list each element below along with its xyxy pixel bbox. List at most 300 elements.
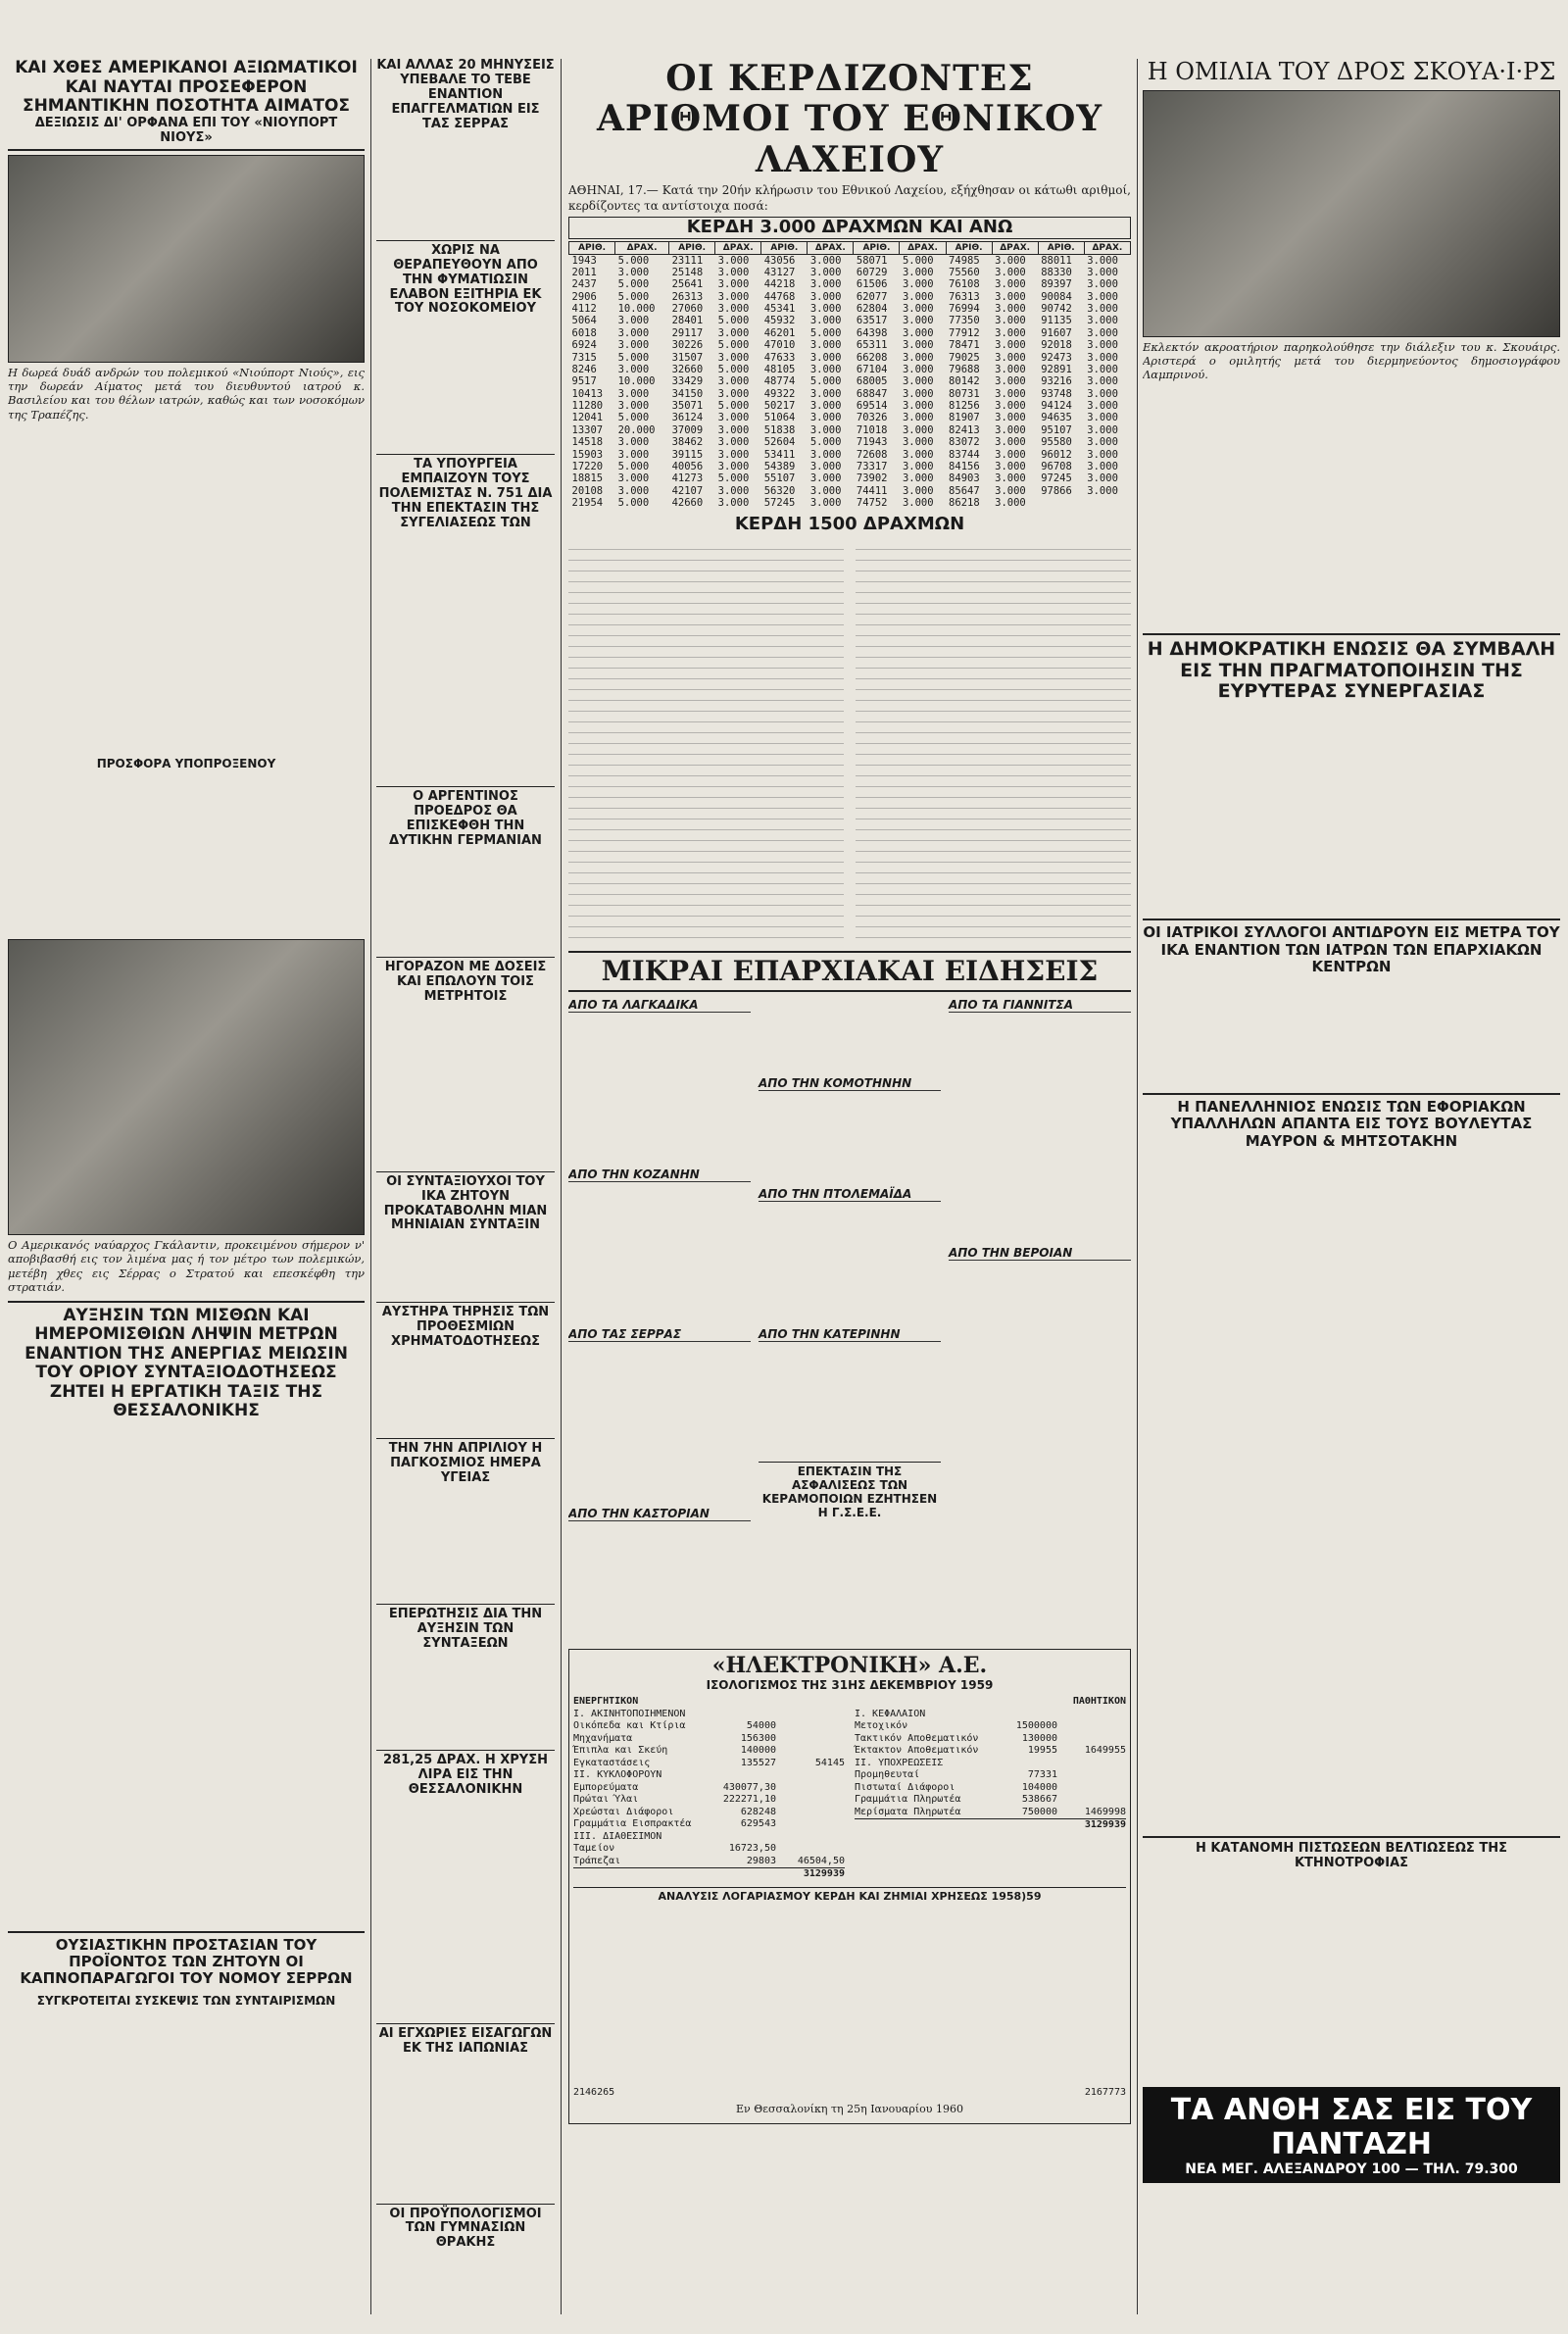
tobacco-headline: ΟΥΣΙΑΣΤΙΚΗΝ ΠΡΟΣΤΑΣΙΑΝ ΤΟΥ ΠΡΟΪΟΝΤΟΣ ΤΩΝ ΖΗΤΟΥΝ ΟΙ ΚΑΠΝΟΠΑΡΑΓΩΓΟΙ ΤΟΥ ΝΟΜΟΥ ΣΕΡΡΩΝ [8, 1931, 365, 1988]
table-cell: 3.000 [809, 254, 842, 267]
table-cell: 55107 [763, 472, 796, 485]
table-cell: 3.000 [617, 387, 650, 400]
balance-amount: 130000 [1021, 1732, 1057, 1744]
balance-amount [1057, 1733, 1126, 1746]
column-header: ΑΡΙΘ. [669, 241, 715, 254]
table-cell: 69514 [856, 400, 888, 413]
provincial-subhead: ΑΠΟ ΤΗΝ ΚΟΖΑΝΗΝ [568, 1167, 751, 1182]
article-body [1143, 388, 1560, 633]
table-cell: 3.000 [902, 497, 934, 510]
table-cell: 3.000 [617, 363, 650, 375]
balance-item: Γραμμάτια Πληρωτέα [855, 1794, 961, 1806]
table-cell: 3.000 [1087, 266, 1118, 278]
table-cell: 41273 [671, 472, 704, 485]
table-cell: 3.000 [809, 412, 842, 424]
article-body [376, 849, 555, 957]
column-header: ΑΡΙΘ. [854, 241, 900, 254]
table-cell: 3.000 [809, 472, 842, 485]
balance-row [855, 1807, 1126, 1819]
wages-headline: ΑΥΞΗΣΙΝ ΤΩΝ ΜΙΣΘΩΝ ΚΑΙ ΗΜΕΡΟΜΙΣΘΙΩΝ ΛΗΨΙΝ ΜΕΤΡΩΝ ΕΝΑΝΤΙΟΝ ΤΗΣ ΑΝΕΡΓΙΑΣ ΜΕΙΩΣΙΝ ΤΟΥ ΟΡΙΟΥ ΣΥΝΤΑΞΙΟΔΟΤΗΣΕΩΣ ΖΗΤΕΙ Η ΕΡΓΑΤΙΚΗ ΤΑΞΙΣ ΤΗΣ ΘΕΣΣΑΛΟΝΙΚΗΣ [8, 1301, 365, 1421]
table-cell: 3.000 [902, 303, 934, 316]
balance-amount: 1469998 [1084, 1806, 1126, 1817]
table-cell [1038, 497, 1084, 509]
table-cell: 3.000 [995, 412, 1026, 424]
balance-row [573, 1769, 845, 1782]
table-cell: 3.000 [995, 290, 1026, 303]
table-cell: 6924 [571, 339, 597, 352]
table-cell: 35071 [671, 400, 704, 413]
pl-title: ΑΝΑΛΥΣΙΣ ΛΟΓΑΡΙΑΣΜΟΥ ΚΕΡΔΗ ΚΑΙ ΖΗΜΙΑΙ ΧΡΗΣΕΩΣ 1958)59 [573, 1887, 1126, 1904]
table-cell: 3.000 [902, 363, 934, 375]
table-cell: 3.000 [995, 387, 1026, 400]
table-cell: 95580 [1041, 436, 1072, 449]
article-body [568, 1344, 751, 1501]
table-cell: 78471 [949, 339, 980, 352]
table-cell: 3.000 [995, 303, 1026, 316]
table-cell: 34150 [671, 387, 704, 400]
table-cell: 86218 [949, 497, 980, 510]
table-cell: 3.000 [617, 400, 650, 413]
table-cell: 3.000 [995, 436, 1026, 449]
table-cell: 3.000 [1087, 303, 1118, 316]
balance-amount [989, 1758, 1057, 1770]
lottery-table [568, 241, 1131, 510]
table-row [569, 461, 1131, 472]
table-cell: 3.000 [902, 266, 934, 278]
balance-amount: 629543 [740, 1818, 776, 1830]
balance-sheet [568, 1649, 1131, 2123]
table-cell: 3.000 [1087, 315, 1118, 327]
table-cell: 77912 [949, 326, 980, 339]
pl-section [573, 1904, 1126, 2100]
table-cell: 21954 [571, 497, 604, 510]
lecture-photo [1143, 90, 1560, 337]
balance-item: Γραμμάτια Εισπρακτέα [573, 1818, 692, 1830]
table-row [569, 472, 1131, 484]
lottery-1500-numbers [568, 539, 1131, 941]
balance-amount: 222271,10 [722, 1794, 776, 1806]
balance-item: Ι. ΑΚΙΝΗΤΟΠΟΙΗΜΕΝΟΝ [573, 1708, 686, 1719]
table-cell: 3.000 [902, 387, 934, 400]
table-cell: 3.000 [617, 266, 650, 278]
balance-row [855, 1794, 1126, 1807]
tb-headline: ΧΩΡΙΣ ΝΑ ΘΕΡΑΠΕΥΘΟΥΝ ΑΠΟ ΤΗΝ ΦΥΜΑΤΙΩΣΙΝ ΕΛΑΒΟΝ ΕΞΙΤΗΡΙΑ ΕΚ ΤΟΥ ΝΟΣΟΚΟΜΕΙΟΥ [376, 240, 555, 318]
balance-row [573, 1733, 845, 1746]
balance-item: ΙΙ. ΥΠΟΧΡΕΩΣΕΙΣ [855, 1757, 944, 1768]
table-cell: 17220 [571, 460, 604, 472]
ika-pensioners-headline: ΟΙ ΣΥΝΤΑΞΙΟΥΧΟΙ ΤΟΥ ΙΚΑ ΖΗΤΟΥΝ ΠΡΟΚΑΤΑΒΟΛΗΝ ΜΙΑΝ ΜΗΝΙΑΙΑΝ ΣΥΝΤΑΞΙΝ [376, 1171, 555, 1234]
table-cell: 7315 [571, 351, 597, 364]
left-headline: ΚΑΙ ΧΘΕΣ ΑΜΕΡΙΚΑΝΟΙ ΑΞΙΩΜΑΤΙΚΟΙ ΚΑΙ ΝΑΥΤΑΙ ΠΡΟΣΕΦΕΡΟΝ ΣΗΜΑΝΤΙΚΗΝ ΠΟΣΟΤΗΤΑ ΑΙΜΑΤΟΣ [15, 59, 358, 117]
balance-item: Προμηθευταί [855, 1769, 920, 1781]
table-cell: 5.000 [717, 363, 750, 375]
table-cell: 5.000 [617, 412, 650, 424]
table-cell: 3.000 [717, 460, 750, 472]
democratic-union-headline: Η ΔΗΜΟΚΡΑΤΙΚΗ ΕΝΩΣΙΣ ΘΑ ΣΥΜΒΑΛΗ ΕΙΣ ΤΗΝ ΠΡΑΓΜΑΤΟΠΟΙΗΣΙΝ ΤΗΣ ΕΥΡΥΤΕΡΑΣ ΣΥΝΕΡΓΑΣΙΑΣ [1143, 633, 1560, 704]
balance-item: Τακτικόν Αποθεματικόν [855, 1732, 979, 1744]
column-header: ΔΡΑΧ. [615, 241, 669, 254]
balance-item: Τράπεζαι [573, 1855, 621, 1866]
table-cell: 3.000 [717, 423, 750, 436]
article-body [376, 1005, 555, 1171]
column-header: ΔΡΑΧ. [715, 241, 761, 254]
table-cell: 14518 [571, 436, 604, 449]
table-cell: 83744 [949, 448, 980, 461]
table-cell: 3.000 [1087, 423, 1118, 436]
table-cell: 73317 [856, 460, 888, 472]
table-cell: 66208 [856, 351, 888, 364]
table-cell: 3.000 [902, 315, 934, 327]
assets-side [573, 1696, 845, 1881]
table-cell: 3.000 [1087, 375, 1118, 388]
table-cell: 88330 [1041, 266, 1072, 278]
column-rule [561, 59, 562, 2314]
table-row [569, 303, 1131, 315]
table-cell: 3.000 [809, 303, 842, 316]
balance-item: Χρεώσται Διάφοροι [573, 1806, 674, 1817]
table-cell: 89397 [1041, 278, 1072, 291]
article-body [759, 1093, 941, 1181]
balance-row [855, 1782, 1126, 1795]
table-cell: 76994 [949, 303, 980, 316]
table-cell: 73902 [856, 472, 888, 485]
table-cell: 53411 [763, 448, 796, 461]
table-cell: 3.000 [617, 315, 650, 327]
table-cell: 84903 [949, 472, 980, 485]
balance-row [573, 1758, 845, 1770]
pl-total: 2146265 [573, 2087, 615, 2099]
balance-amount [1057, 1720, 1126, 1733]
table-cell: 80731 [949, 387, 980, 400]
table-cell: 3.000 [809, 339, 842, 352]
table-cell: 91135 [1041, 315, 1072, 327]
table-cell: 3.000 [902, 400, 934, 413]
liabilities-side [855, 1696, 1126, 1881]
column-header: ΑΡΙΘ. [569, 241, 615, 254]
photo-caption: Εκλεκτόν ακροατήριον παρηκολούθησε την διάλεξιν του κ. Σκουάιρς. Αριστερά ο ομιλητής μετά του διερμηνεύοντος δημοσιογράφου Λαμπρινού. [1143, 339, 1560, 382]
table-cell: 3.000 [902, 472, 934, 485]
table-cell: 3.000 [809, 278, 842, 291]
table-cell: 26313 [671, 290, 704, 303]
balance-item: ΙΙ. ΚΥΚΛΟΦΟΡΟΥΝ [573, 1769, 662, 1781]
column-header: ΔΡΑΧ. [992, 241, 1038, 254]
table-cell: 38462 [671, 436, 704, 449]
table-cell: 58071 [856, 254, 888, 267]
article-body [568, 1523, 751, 1641]
table-cell: 3.000 [809, 351, 842, 364]
article-body [376, 1798, 555, 2023]
balance-amount [708, 1709, 776, 1721]
table-cell: 12041 [571, 412, 604, 424]
balance-item: Εμπορεύματα [573, 1781, 639, 1793]
table-cell: 3.000 [617, 436, 650, 449]
table-cell: 71018 [856, 423, 888, 436]
table-row [569, 375, 1131, 387]
table-cell: 42107 [671, 484, 704, 497]
article-body [1143, 975, 1560, 1093]
table-cell: 20.000 [617, 423, 656, 436]
balance-item: Έκτακτον Αποθεματικόν [855, 1745, 979, 1757]
table-cell: 3.000 [902, 351, 934, 364]
balance-amount [776, 1807, 845, 1819]
table-cell: 10.000 [617, 375, 656, 388]
provincial-subhead: ΑΠΟ ΤΗΝ ΚΟΜΟΤΗΝΗΝ [759, 1076, 941, 1091]
ceramics-headline: ΕΠΕΚΤΑΣΙΝ ΤΗΣ ΑΣΦΑΛΙΣΕΩΣ ΤΩΝ ΚΕΡΑΜΟΠΟΙΩΝ ΕΖΗΤΗΣΕΝ Η Γ.Σ.Ε.Ε. [759, 1462, 941, 1519]
table-row [569, 424, 1131, 436]
table-cell: 3.000 [1087, 400, 1118, 413]
table-cell: 3.000 [995, 363, 1026, 375]
balance-amount [1057, 1709, 1126, 1721]
table-cell: 71943 [856, 436, 888, 449]
balance-item: Οικόπεδα και Κτίρια [573, 1720, 686, 1732]
table-cell: 3.000 [995, 254, 1026, 267]
left-column [8, 59, 365, 2010]
provincial-col [759, 992, 941, 1641]
tax-officials-headline: Η ΠΑΝΕΛΛΗΝΙΟΣ ΕΝΩΣΙΣ ΤΩΝ ΕΦΟΡΙΑΚΩΝ ΥΠΑΛΛΗΛΩΝ ΑΠΑΝΤΑ ΕΙΣ ΤΟΥΣ ΒΟΥΛΕΥΤΑΣ ΜΑΥΡΟΝ & ΜΗΤΣΟΤΑΚΗΝ [1143, 1093, 1560, 1150]
table-cell: 50217 [763, 400, 796, 413]
table-cell: 28401 [671, 315, 704, 327]
balance-amount [776, 1745, 845, 1758]
balance-row [855, 1720, 1126, 1733]
table-cell: 3.000 [809, 290, 842, 303]
table-cell: 36124 [671, 412, 704, 424]
table-cell: 3.000 [902, 448, 934, 461]
table-cell: 95107 [1041, 423, 1072, 436]
table-cell: 5.000 [809, 326, 842, 339]
table-cell: 3.000 [995, 315, 1026, 327]
provincial-subhead: ΑΠΟ ΤΗΝ ΚΑΤΕΡΙΝΗΝ [759, 1327, 941, 1342]
photo-caption: Η δωρεά δυάδ ανδρών του πολεμικού «Νιούπορτ Νιούς», εις την δωρεάν Αίματος μετά του διευθυντού ιατρού κ. Βασιλείου και του θέλων ιατρών, καθώς και των νοσοκόμων της Τραπέζης. [8, 365, 365, 422]
table-cell: 3.000 [902, 436, 934, 449]
liabilities-total: 3129939 [1084, 1819, 1126, 1831]
balance-amount: 156300 [740, 1732, 776, 1744]
table-cell: 2011 [571, 266, 597, 278]
table-cell: 3.000 [995, 278, 1026, 291]
table-cell: 40056 [671, 460, 704, 472]
table-cell: 3.000 [995, 460, 1026, 472]
balance-amount: 54000 [746, 1720, 776, 1732]
table-cell: 3.000 [717, 448, 750, 461]
article-body [759, 1344, 941, 1462]
table-cell: 81907 [949, 412, 980, 424]
provincial-banner: ΜΙΚΡΑΙ ΕΠΑΡΧΙΑΚΑΙ ΕΙΔΗΣΕΙΣ [568, 951, 1131, 992]
balance-item: Μηχανήματα [573, 1732, 633, 1744]
provincial-subhead: ΑΠΟ ΤΑΣ ΣΕΡΡΑΣ [568, 1327, 751, 1342]
balance-amount [1057, 1769, 1126, 1782]
table-cell: 3.000 [902, 375, 934, 388]
article-body [568, 1184, 751, 1321]
table-cell: 3.000 [617, 448, 650, 461]
balance-row [573, 1782, 845, 1795]
balance-item: Ταμείον [573, 1843, 615, 1855]
table-cell: 94635 [1041, 412, 1072, 424]
table-cell: 10.000 [617, 303, 656, 316]
table-cell: 96012 [1041, 448, 1072, 461]
table-cell: 25641 [671, 278, 704, 291]
installments-headline: ΗΓΟΡΑΖΟΝ ΜΕ ΔΟΣΕΙΣ ΚΑΙ ΕΠΩΛΟΥΝ ΤΟΙΣ ΜΕΤΡΗΤΟΙΣ [376, 957, 555, 1005]
pl-total: 2167773 [1084, 2087, 1126, 2099]
table-cell: 90084 [1041, 290, 1072, 303]
table-cell: 3.000 [717, 326, 750, 339]
lottery-intro: ΑΘΗΝΑΙ, 17.— Κατά την 20ήν κλήρωσιν του Εθνικού Λαχείου, εξήχθησαν οι κάτωθι αριθμοί, κερδίζοντες τα αντίστοιχα ποσά: [568, 183, 1131, 213]
table-cell: 82413 [949, 423, 980, 436]
table-cell: 11280 [571, 400, 604, 413]
balance-item: Μετοχικόν [855, 1720, 908, 1732]
table-cell: 3.000 [1087, 339, 1118, 352]
column-header: ΔΡΑΧ. [1084, 241, 1130, 254]
table-cell: 61506 [856, 278, 888, 291]
article-body [8, 772, 365, 939]
japan-headline: ΑΙ ΕΓΧΩΡΙΕΣ ΕΙΣΑΓΩΓΩΝ ΕΚ ΤΗΣ ΙΑΠΩΝΙΑΣ [376, 2023, 555, 2057]
table-cell: 5064 [571, 315, 597, 327]
table-cell: 3.000 [717, 290, 750, 303]
table-row [569, 291, 1131, 303]
balance-amount: 430077,30 [722, 1781, 776, 1793]
table-cell: 54389 [763, 460, 796, 472]
florist-ad [1143, 2087, 1560, 2183]
table-cell: 52604 [763, 436, 796, 449]
assets-rows [573, 1709, 845, 1868]
column-header: ΑΡΙΘ. [946, 241, 992, 254]
table-cell: 3.000 [995, 351, 1026, 364]
balance-amount [776, 1709, 845, 1721]
table-row [569, 278, 1131, 290]
second-column [376, 59, 555, 2251]
photo-caption: Ο Αμερικανός ναύαρχος Γκάλαντιν, προκειμένου σήμερον ν' αποβιβασθή εις τον λιμένα μας ή τον μέτρο των πολεμικών, μετέβη χθες εις Σέρρας ο Στρατού και επεσκέφθη την στρατιάν. [8, 1238, 365, 1295]
table-cell: 3.000 [995, 375, 1026, 388]
balance-row [573, 1818, 845, 1831]
table-cell: 3.000 [995, 326, 1026, 339]
table-cell: 5.000 [617, 278, 650, 291]
table-cell: 5.000 [617, 497, 650, 510]
table-cell: 5.000 [617, 254, 650, 267]
table-cell: 3.000 [1087, 363, 1118, 375]
table-cell: 3.000 [617, 339, 650, 352]
table-cell: 48774 [763, 375, 796, 388]
table-cell: 67104 [856, 363, 888, 375]
table-cell: 75560 [949, 266, 980, 278]
table-cell: 79688 [949, 363, 980, 375]
article-body [568, 1015, 751, 1162]
health-day-headline: ΤΗΝ 7ΗΝ ΑΠΡΙΛΙΟΥ Η ΠΑΓΚΟΣΜΙΟΣ ΗΜΕΡΑ ΥΓΕΙΑΣ [376, 1438, 555, 1486]
table-cell: 3.000 [995, 423, 1026, 436]
table-cell: 91607 [1041, 326, 1072, 339]
table-cell: 77350 [949, 315, 980, 327]
table-row [569, 436, 1131, 448]
liabilities-total-row [855, 1818, 1126, 1832]
medical-headline: ΟΙ ΙΑΤΡΙΚΟΙ ΣΥΛΛΟΓΟΙ ΑΝΤΙΔΡΟΥΝ ΕΙΣ ΜΕΤΡΑ ΤΟΥ ΙΚΑ ΕΝΑΝΤΙΟΝ ΤΩΝ ΙΑΤΡΩΝ ΤΩΝ ΕΠΑΡΧΙΑΚΩΝ ΚΕΝΤΡΩΝ [1143, 919, 1560, 975]
ad-address: ΝΕΑ ΜΕΓ. ΑΛΕΞΑΝΔΡΟΥ 100 — ΤΗΛ. 79.300 [1185, 2160, 1518, 2177]
table-cell: 6018 [571, 326, 597, 339]
table-cell: 93748 [1041, 387, 1072, 400]
lottery-band-1500: ΚΕΡΔΗ 1500 ΔΡΑΧΜΩΝ [734, 514, 965, 535]
table-cell: 3.000 [1087, 278, 1118, 291]
table-cell: 3.000 [809, 460, 842, 472]
table-cell: 62077 [856, 290, 888, 303]
column-header: ΑΡΙΘ. [1038, 241, 1084, 254]
column-header: ΑΡΙΘ. [761, 241, 808, 254]
table-cell: 25148 [671, 266, 704, 278]
table-cell: 3.000 [1087, 326, 1118, 339]
balance-row [573, 1843, 845, 1856]
ad-title: ΤΑ ΑΝΘΗ ΣΑΣ ΕΙΣ ΤΟΥ ΠΑΝΤΑΖΗ [1170, 2092, 1533, 2161]
article-body [376, 2057, 555, 2204]
balance-amount [1057, 1782, 1126, 1795]
table-cell: 97245 [1041, 472, 1072, 485]
table-cell: 5.000 [717, 339, 750, 352]
table-cell: 3.000 [902, 460, 934, 472]
article-body [376, 1652, 555, 1750]
table-cell: 72608 [856, 448, 888, 461]
balance-item: Μερίσματα Πληρωτέα [855, 1806, 961, 1817]
table-row [569, 400, 1131, 412]
table-cell: 39115 [671, 448, 704, 461]
table-cell: 3.000 [809, 363, 842, 375]
table-cell: 20108 [571, 484, 604, 497]
table-row [569, 352, 1131, 364]
article-body [1143, 703, 1560, 919]
table-cell: 3.000 [717, 351, 750, 364]
tebe-headline: ΚΑΙ ΑΛΛΑΣ 20 ΜΗΝΥΣΕΙΣ ΥΠΕΒΑΛΕ ΤΟ ΤΕΒΕ ΕΝΑΝΤΙΟΝ ΕΠΑΓΓΕΛΜΑΤΙΩΝ ΕΙΣ ΤΑΣ ΣΕΡΡΑΣ [376, 59, 555, 131]
lottery-headline: ΟΙ ΚΕΡΔΙΖΟΝΤΕΣ ΑΡΙΘΜΟΙ ΤΟΥ ΕΘΝΙΚΟΥ ΛΑΧΕΙΟΥ [596, 59, 1103, 180]
table-cell: 62804 [856, 303, 888, 316]
table-cell: 76313 [949, 290, 980, 303]
balance-row [855, 1745, 1126, 1758]
table-cell: 3.000 [1087, 436, 1118, 449]
balance-item: ΙΙΙ. ΔΙΑΘΕΣΙΜΟΝ [573, 1830, 662, 1842]
table-cell: 44768 [763, 290, 796, 303]
table-cell: 5.000 [717, 315, 750, 327]
table-cell: 49322 [763, 387, 796, 400]
article-body [376, 531, 555, 786]
balance-item: Ι. ΚΕΦΑΛΑΙΟΝ [855, 1708, 926, 1719]
table-cell: 3.000 [717, 254, 750, 267]
table-cell: 27060 [671, 303, 704, 316]
assets-label: ΕΝΕΡΓΗΤΙΚΟΝ [573, 1696, 639, 1708]
column-rule [1137, 59, 1138, 2314]
balance-row [573, 1856, 845, 1868]
assets-total: 3129939 [803, 1868, 845, 1880]
table-cell: 5.000 [617, 351, 650, 364]
left-subhead: ΔΕΞΙΩΣΙΣ ΔΙ' ΟΡΦΑΝΑ ΕΠΙ ΤΟΥ «ΝΙΟΥΠΟΡΤ ΝΙΟΥΣ» [8, 117, 365, 151]
table-cell: 92018 [1041, 339, 1072, 352]
table-cell: 51064 [763, 412, 796, 424]
table-cell: 3.000 [809, 400, 842, 413]
column-header: ΔΡΑΧ. [808, 241, 854, 254]
article-body [949, 1015, 1131, 1240]
table-cell: 3.000 [902, 484, 934, 497]
provincial-subhead: ΑΠΟ ΤΑ ΓΙΑΝΝΙΤΣΑ [949, 998, 1131, 1013]
table-cell: 10413 [571, 387, 604, 400]
table-cell: 45341 [763, 303, 796, 316]
admiral-photo [8, 939, 365, 1235]
table-cell: 3.000 [617, 472, 650, 485]
balance-amount: 77331 [1027, 1769, 1057, 1781]
table-cell: 47010 [763, 339, 796, 352]
table-cell: 5.000 [717, 472, 750, 485]
table-cell: 3.000 [717, 303, 750, 316]
table-cell: 3.000 [717, 497, 750, 510]
provincial-subhead: ΑΠΟ ΤΗΝ ΠΤΟΛΕΜΑΪΔΑ [759, 1187, 941, 1202]
table-cell: 94124 [1041, 400, 1072, 413]
table-cell: 1943 [571, 254, 597, 267]
table-cell: 5.000 [809, 436, 842, 449]
table-cell: 3.000 [995, 484, 1026, 497]
balance-amount: 54145 [814, 1757, 845, 1768]
balance-amount: 29803 [746, 1855, 776, 1866]
balance-amount: 46504,50 [797, 1855, 845, 1866]
table-row [569, 497, 1131, 509]
